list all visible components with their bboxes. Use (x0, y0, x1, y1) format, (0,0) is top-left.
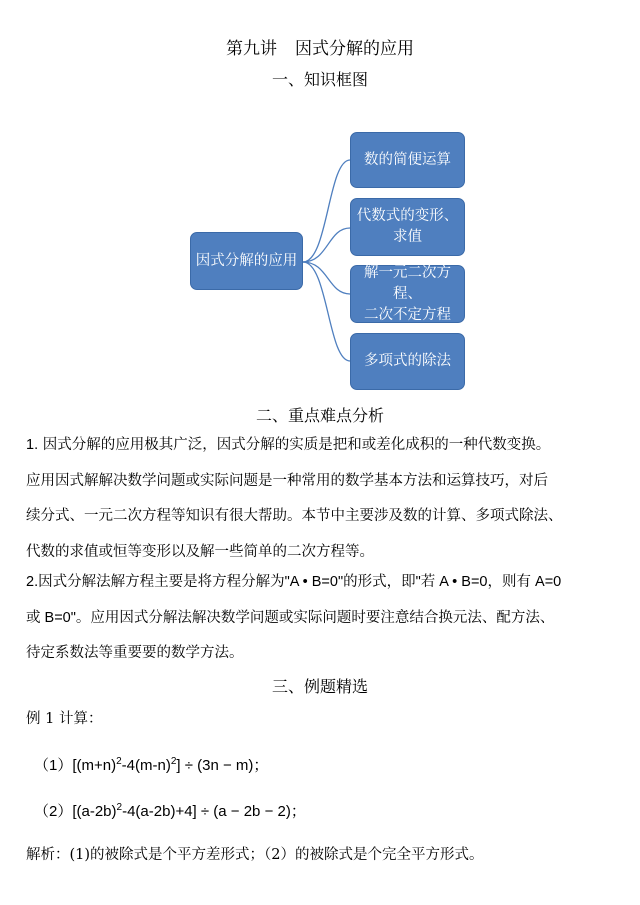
mindmap-branch-quadratic-equations (350, 265, 465, 323)
branch-label-line2: 求值 (393, 229, 422, 245)
text: 的形式，即 (343, 574, 416, 590)
root-label: 因式分解的应用 (195, 252, 298, 269)
paragraph-1-line-2: 应用因式解解决数学问题或实际问题是一种常用的数学基本方法和运算技巧，对后 (26, 472, 548, 489)
math: -4(m-n) (121, 757, 171, 774)
text: 因式分解的应用极其广泛，因式分解的实质是把和或差化成积的一种代数变换。 (42, 437, 551, 453)
paragraph-1 (26, 428, 622, 570)
formula: "若 A • B=0，则有 A=0 (415, 574, 562, 590)
exponent: 2 (170, 756, 177, 767)
lecture-number: 第九讲 (226, 39, 277, 59)
example-1-label: 例 1 计算： (26, 711, 103, 727)
paragraph-2-line-3: 待定系数法等重要要的数学方法。 (26, 645, 244, 661)
formula: "A • B=0" (284, 574, 344, 590)
branch-label-line1: 解一元二次方程、 (364, 264, 451, 302)
section-heading-examples: 三、例题精选 (271, 677, 368, 696)
mindmap-branch-algebraic-transform (350, 198, 465, 256)
formula: 或 B=0" (26, 609, 76, 626)
item-label: （2） (34, 803, 73, 820)
lecture-topic: 因式分解的应用 (295, 39, 414, 59)
section-heading-knowledge-framework: 一、知识框图 (271, 70, 368, 89)
punctuation: ； (253, 757, 269, 774)
paragraph-2-line-1 (26, 565, 622, 601)
math: [(m+n) (72, 757, 117, 774)
paragraph-1-line-1 (26, 428, 622, 464)
paragraph-number: 2. (26, 574, 39, 590)
exponent: 2 (116, 756, 122, 767)
connector-2 (303, 228, 350, 262)
mindmap-branch-polynomial-division (350, 333, 465, 390)
branch-label-line1: 代数式的变形、 (356, 208, 459, 224)
item-label: （1） (34, 757, 73, 774)
punctuation: ； (290, 803, 306, 820)
math: [(a-2b) (72, 803, 117, 820)
connector-3 (303, 262, 350, 294)
mindmap-root-node (190, 232, 303, 290)
paragraph-number: 1. (26, 437, 39, 453)
exponent: 2 (116, 802, 123, 813)
text: 因式分解法解方程主要是将方程分解为 (38, 574, 285, 590)
example-1-expression-2 (34, 800, 306, 821)
math: -4(a-2b)+4] ÷ (a − 2b − 2) (122, 803, 291, 820)
paragraph-2 (26, 565, 622, 672)
section-heading-key-points: 二、重点难点分析 (255, 406, 384, 425)
branch-label-line2: 二次不定方程 (364, 306, 451, 323)
text: 。应用因式分解法解决数学问题或实际问题时要注意结合换元法、配方法、 (75, 609, 555, 626)
paragraph-1-line-4: 代数的求值或恒等变形以及解一些简单的二次方程等。 (26, 543, 374, 560)
math: ] ÷ (3n − m) (176, 757, 254, 774)
lecture-title (0, 34, 640, 59)
branch-label: 多项式的除法 (364, 353, 451, 369)
paragraph-2-line-2 (26, 601, 622, 637)
example-1-expression-1 (34, 754, 268, 775)
analysis-text: 解析：(1)的被除式是个平方差形式；（2）的被除式是个完全平方形式。 (26, 847, 484, 863)
knowledge-mindmap (188, 130, 478, 392)
paragraph-1-line-3: 续分式、一元二次方程等知识有很大帮助。本节中主要涉及数的计算、多项式除法、 (26, 508, 563, 524)
branch-label: 数的简便运算 (364, 151, 451, 168)
mindmap-branch-number-calculation (350, 132, 465, 188)
